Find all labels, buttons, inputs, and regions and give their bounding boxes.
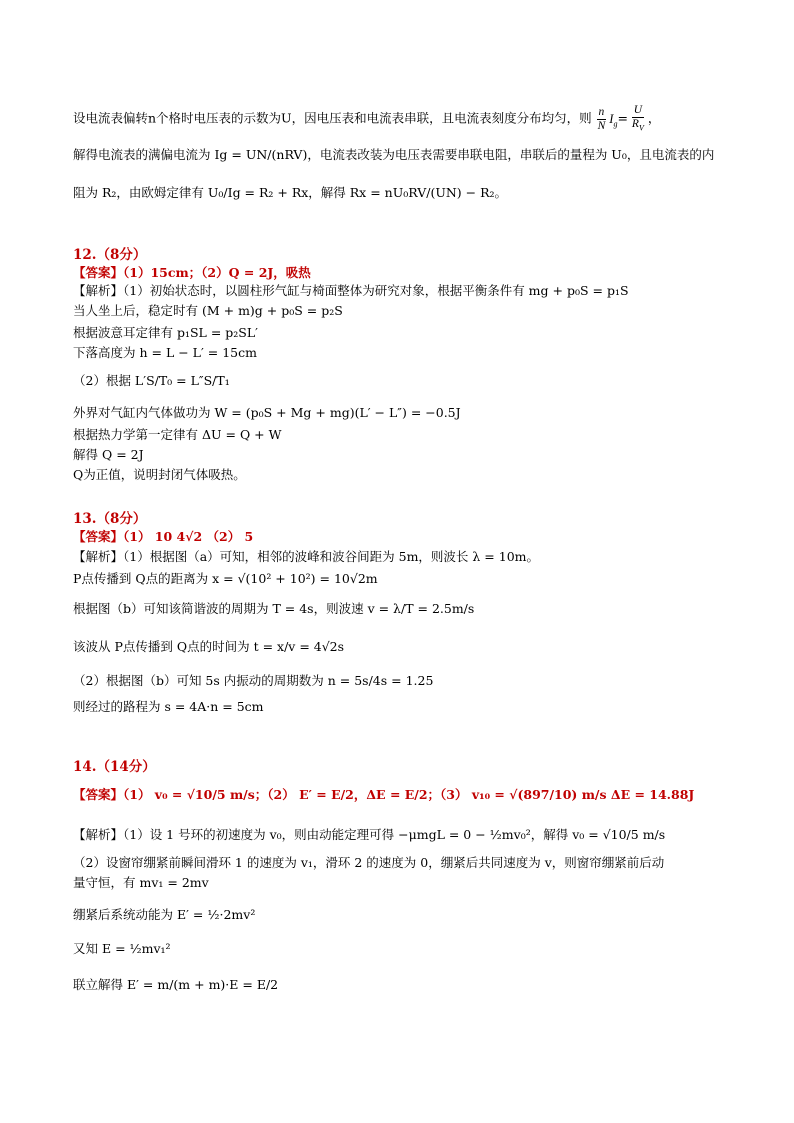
q12-analysis-3 (73, 324, 258, 342)
q13-analysis-6 (73, 698, 264, 716)
q14-answer (73, 786, 694, 804)
q14-answer-text: 【答案】（1） v₀ = √10/5 m/s；（2） E′ = E/2，ΔE = E/2；（3） v₁₀ = √(897/10) m/s ΔE = 14.88J (73, 787, 695, 802)
q12-analysis-2 (73, 302, 343, 320)
q14-heading (73, 758, 156, 776)
q12-heading-text: 12.（8分） (73, 247, 147, 263)
p11-line2-text: 解得电流表的满偏电流为 Ig = UN/(nRV)，电流表改装为电压表需要串联电阻，串联后的量程为 U₀，且电流表的内 (73, 147, 715, 162)
q14-analysis-5 (73, 940, 171, 958)
q14-analysis-1-text: 【解析】（1）设 1 号环的初速度为 v₀，则由动能定理可得 −μmgL = 0 − ½mv₀²，解得 v₀ = √10/5 m/s (73, 827, 666, 842)
q12-analysis-6-text: 外界对气缸内气体做功为 W = (p₀S + Mg + mg)(L′ − L″) = −0.5J (73, 405, 461, 420)
q14-analysis-1 (73, 826, 665, 844)
q13-analysis-6-text: 则经过的路程为 s = 4A·n = 5cm (73, 699, 264, 714)
p11-line3-text: 阻为 R₂，由欧姆定律有 U₀/Ig = R₂ + Rx，解得 Rx = nU₀RV/(UN) − R₂。 (73, 185, 508, 200)
q13-analysis-4 (73, 638, 344, 656)
q12-analysis-8-text: 解得 Q = 2J (73, 447, 144, 462)
q12-answer (73, 264, 311, 282)
q13-analysis-5-text: （2）根据图（b）可知 5s 内振动的周期数为 n = 5s/4s = 1.25 (73, 673, 434, 688)
q14-analysis-4-text: 绷紧后系统动能为 E′ = ½·2mv² (73, 907, 256, 922)
q12-analysis-5 (73, 372, 230, 390)
q14-analysis-3 (73, 874, 209, 892)
p11-line3 (73, 184, 507, 202)
q13-answer-text: 【答案】（1） 10 4√2 （2） 5 (73, 529, 254, 544)
q14-analysis-2-text: （2）设窗帘绷紧前瞬间滑环 1 的速度为 v₁，滑环 2 的速度为 0，绷紧后共同速度为 v，则窗帘绷紧前后动 (73, 855, 665, 870)
q13-analysis-2 (73, 570, 378, 588)
q12-analysis-7 (73, 426, 281, 444)
q13-analysis-3-text: 根据图（b）可知该简谐波的周期为 T = 4s，则波速 v = λ/T = 2.5m/s (73, 601, 475, 616)
q13-analysis-2-text: P点传播到 Q点的距离为 x = √(10² + 10²) = 10√2m (73, 571, 378, 586)
q12-analysis-8 (73, 446, 144, 464)
q12-analysis-5-text: （2）根据 L′S/T₀ = L″S/T₁ (73, 373, 230, 388)
q14-heading-text: 14.（14分） (73, 759, 156, 775)
q12-analysis-9 (73, 466, 246, 484)
q12-answer-text: 【答案】（1）15cm；（2）Q = 2J，吸热 (73, 265, 311, 280)
p11-line1-equation: $\frac{n}{N}$ $I_g=$ $\frac{U}{R_V}$ ， (597, 104, 661, 133)
q12-analysis-6 (73, 404, 461, 422)
q12-analysis-9-text: Q为正值，说明封闭气体吸热。 (73, 467, 246, 482)
q14-analysis-2 (73, 854, 664, 872)
q13-heading-text: 13.（8分） (73, 511, 147, 527)
q13-analysis-1-text: 【解析】（1）根据图（a）可知，相邻的波峰和波谷间距为 5m，则波长 λ = 10m。 (73, 549, 540, 564)
q12-heading (73, 246, 146, 264)
q12-analysis-3-text: 根据波意耳定律有 p₁SL = p₂SL′ (73, 325, 258, 340)
q12-analysis-4-text: 下落高度为 h = L − L′ = 15cm (73, 345, 257, 360)
p11-line1 (73, 104, 660, 134)
q13-analysis-4-text: 该波从 P点传播到 Q点的时间为 t = x/v = 4√2s (73, 639, 345, 654)
p11-line2 (73, 146, 714, 164)
q14-analysis-6-text: 联立解得 E′ = m/(m + m)·E = E/2 (73, 977, 279, 992)
q14-analysis-3-text: 量守恒，有 mv₁ = 2mv (73, 875, 209, 890)
q12-analysis-1-text: 【解析】（1）初始状态时，以圆柱形气缸与椅面整体为研究对象，根据平衡条件有 mg + p₀S = p₁S (73, 283, 629, 298)
q14-analysis-4 (73, 906, 255, 924)
q13-analysis-1 (73, 548, 539, 566)
q12-analysis-2-text: 当人坐上后，稳定时有 (M + m)g + p₀S = p₂S (73, 303, 343, 318)
q14-analysis-6 (73, 976, 278, 994)
p11-line1-text: 设电流表偏转n个格时电压表的示数为U，因电压表和电流表串联，且电流表刻度分布均匀，则 (73, 110, 592, 126)
q12-analysis-4 (73, 344, 257, 362)
q13-analysis-3 (73, 600, 474, 618)
q12-analysis-1 (73, 282, 629, 300)
q13-answer (73, 528, 253, 546)
q12-analysis-7-text: 根据热力学第一定律有 ΔU = Q + W (73, 427, 282, 442)
q13-heading (73, 510, 146, 528)
q14-analysis-5-text: 又知 E = ½mv₁² (73, 941, 171, 956)
q13-analysis-5 (73, 672, 433, 690)
